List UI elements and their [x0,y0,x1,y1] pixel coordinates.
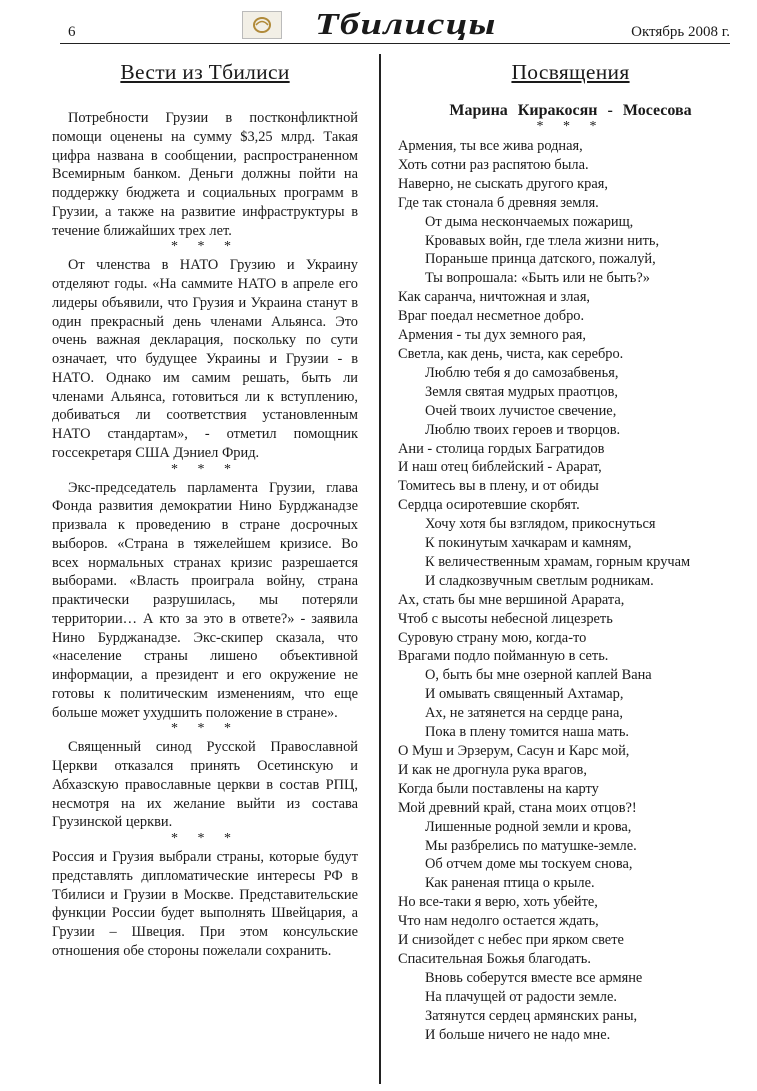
poem-line: Светла, как день, чиста, как серебро. [398,345,624,362]
poem-line: Армения - ты дух земного рая, [398,327,586,344]
poem-line: Ани - столица гордых Багратидов [398,440,605,457]
dedications-column [398,60,743,1045]
poem-line: О Муш и Эрзерум, Сасун и Карс мой, [398,743,630,759]
poem-line: И как не дрогнула рука врагов, [398,761,587,778]
poem-line: Пока в плену томится наша мать. [425,724,630,741]
news-column [52,60,358,961]
news-item-elections: Экс-председатель парламента Грузии, глава Фонда развития демократии Нино Бурджанадзе призвала к проведению в стране досрочных выборов. «Страна в тяжелейшем кризисе. Во всех нормальных странах кризис разрешается выборами. «Власть проиграла войну, страна практически разрушилась, мы потеряли территории… А кто за это в ответе?» - заявила Нино Бурджанадзе. Экс-скипер сказала, что «население страны лишено объективной информации, а президент и его окружение не готовы к политическим изменениям, что еще больше может ухудшить положение в стране». [52,479,358,721]
poem-line: Хоть сотни раз распятою была. [398,156,589,173]
poem-line: И сладкозвучным светлым родникам. [425,572,654,589]
poem-line: Враг поедал несметное добро. [398,308,585,325]
poem-line: Люблю твоих героев и творцов. [425,421,621,438]
poem-line: К покинутым хачкарам и камням, [425,535,632,552]
poem-body [398,137,743,1045]
masthead-title: Тбилисцы [315,6,497,41]
page-number: 6 [68,24,76,40]
poem-line: Но все-таки я верю, хоть убейте, [398,894,598,911]
dedications-section-title: Посвящения [511,60,630,84]
poem-line: Ты вопрошала: «Быть или не быть?» [425,270,650,287]
poem-line: От дыма нескончаемых пожарищ, [425,213,634,230]
news-item-nato: От членства в НАТО Грузию и Украину отделяют годы. «На саммите НАТО в апреле его лидеры объявили, что Грузия и Украина станут в один прекрасный день членами Альянса. Это очень важная декларация, поскольку по сути означает, что будущее Украины и Грузии - в НАТО. Однако им самим решать, быть ли членами Альянса, готовиться ли к вступлению, добиваться ли соответствия установленным НАТО стандартам», - отметил помощник госсекретаря США Дэниел Фрид. [52,257,358,461]
poem-line: Врагами подло пойманную в сеть. [398,648,609,665]
poem-line: Очей твоих лучистое свечение, [425,402,617,419]
poem-line: Суровую страну мою, когда-то [398,629,587,646]
poem-line: Наверно, не сыскать другого края, [398,175,608,192]
poem-line: Мой древний край, стана моих отцов?! [398,799,637,816]
poem-line: Лишенные родной земли и крова, [425,818,632,835]
poem-line: Армения, ты все жива родная, [398,138,583,154]
newspaper-logo-icon [242,11,282,39]
separator-stars: * * * [171,239,239,255]
poem-line: Чтоб с высоты небесной лицезреть [398,610,613,627]
poem-line: Томитесь вы в плену, и от обиды [398,478,599,495]
poem-line: На плачущей от радости земле. [425,988,617,1005]
news-item-synod: Священный синод Русской Православной Церкви отказался принять Осетинскую и Абхазскую православные церкви в состав РПЦ, несмотря на их желание выйти из состава Грузинской церкви. [52,739,358,831]
poem-line: Спасительная Божья благодать. [398,950,591,967]
poem-line: Пораньше принца датского, пожалуй, [425,251,656,268]
poem-line: И снизойдет с небес при ярком свете [398,932,624,949]
header-divider [60,43,730,44]
poem-line: Кровавых войн, где тлела жизни нить, [425,232,660,249]
poem-line: Что нам недолго остается ждать, [398,913,599,930]
poem-line: Ах, не затянется на сердце рана, [425,705,623,722]
poem-line: Мы разбрелись по матушке-земле. [425,837,637,854]
poem-line: И больше ничего не надо мне. [425,1026,611,1043]
poem-line: Когда были поставлены на карту [398,780,599,797]
separator-stars: * * * [171,831,239,846]
poem-line: Ах, стать бы мне вершиной Арарата, [398,591,625,608]
news-item-diplomacy: Россия и Грузия выбрали страны, которые будут представлять дипломатические интересы РФ в Тбилиси и Грузии в Москве. Представительские функции России будет выполнять Швейцария, а Грузии – Швеция. При этом консульские отношения обе стороны пожелали сохранить. [52,849,358,959]
poem-separator: * * * [536,119,605,134]
page-header [60,8,730,44]
poem-line: Как раненая птица о крыле. [425,875,595,892]
poem-line: Хочу хотя бы взглядом, прикоснуться [425,516,656,533]
news-item-aid: Потребности Грузии в постконфликтной помощи оценены на сумму $3,25 млрд. Такая цифра названа в сообщении, распространенном Всемирным банком. Деньги должны пойти на поддержку бюджета и социальных программ в Грузии, а также на развитие инфраструктуры в течение ближайших трех лет. [52,110,358,239]
poem-line: Затянутся сердец армянских раны, [425,1007,638,1024]
poem-author: Марина Киракосян - Мосесова [449,102,692,119]
poem-line: Вновь соберутся вместе все армяне [425,969,643,986]
poem-line: И омывать священный Ахтамар, [425,686,624,703]
poem-line: Сердца осиротевшие скорбят. [398,497,580,514]
separator-stars: * * * [171,721,239,737]
column-divider [379,54,381,1084]
poem-line: Как саранча, ничтожная и злая, [398,289,591,306]
separator-stars: * * * [171,461,239,477]
poem-line: К величественным храмам, горным кручам [425,553,691,570]
poem-line: Люблю тебя я до самозабвенья, [425,364,619,381]
poem-line: О, быть бы мне озерной каплей Вана [425,667,652,684]
poem-line: Об отчем доме мы тоскуем снова, [425,856,633,873]
news-section-title: Вести из Тбилиси [120,60,290,84]
poem-line: И наш отец библейский - Арарат, [398,459,602,476]
poem-line: Где так стонала б древняя земля. [398,194,599,211]
issue-date: Октябрь 2008 г. [631,24,730,40]
poem-line: Земля святая мудрых праотцов, [425,383,619,400]
